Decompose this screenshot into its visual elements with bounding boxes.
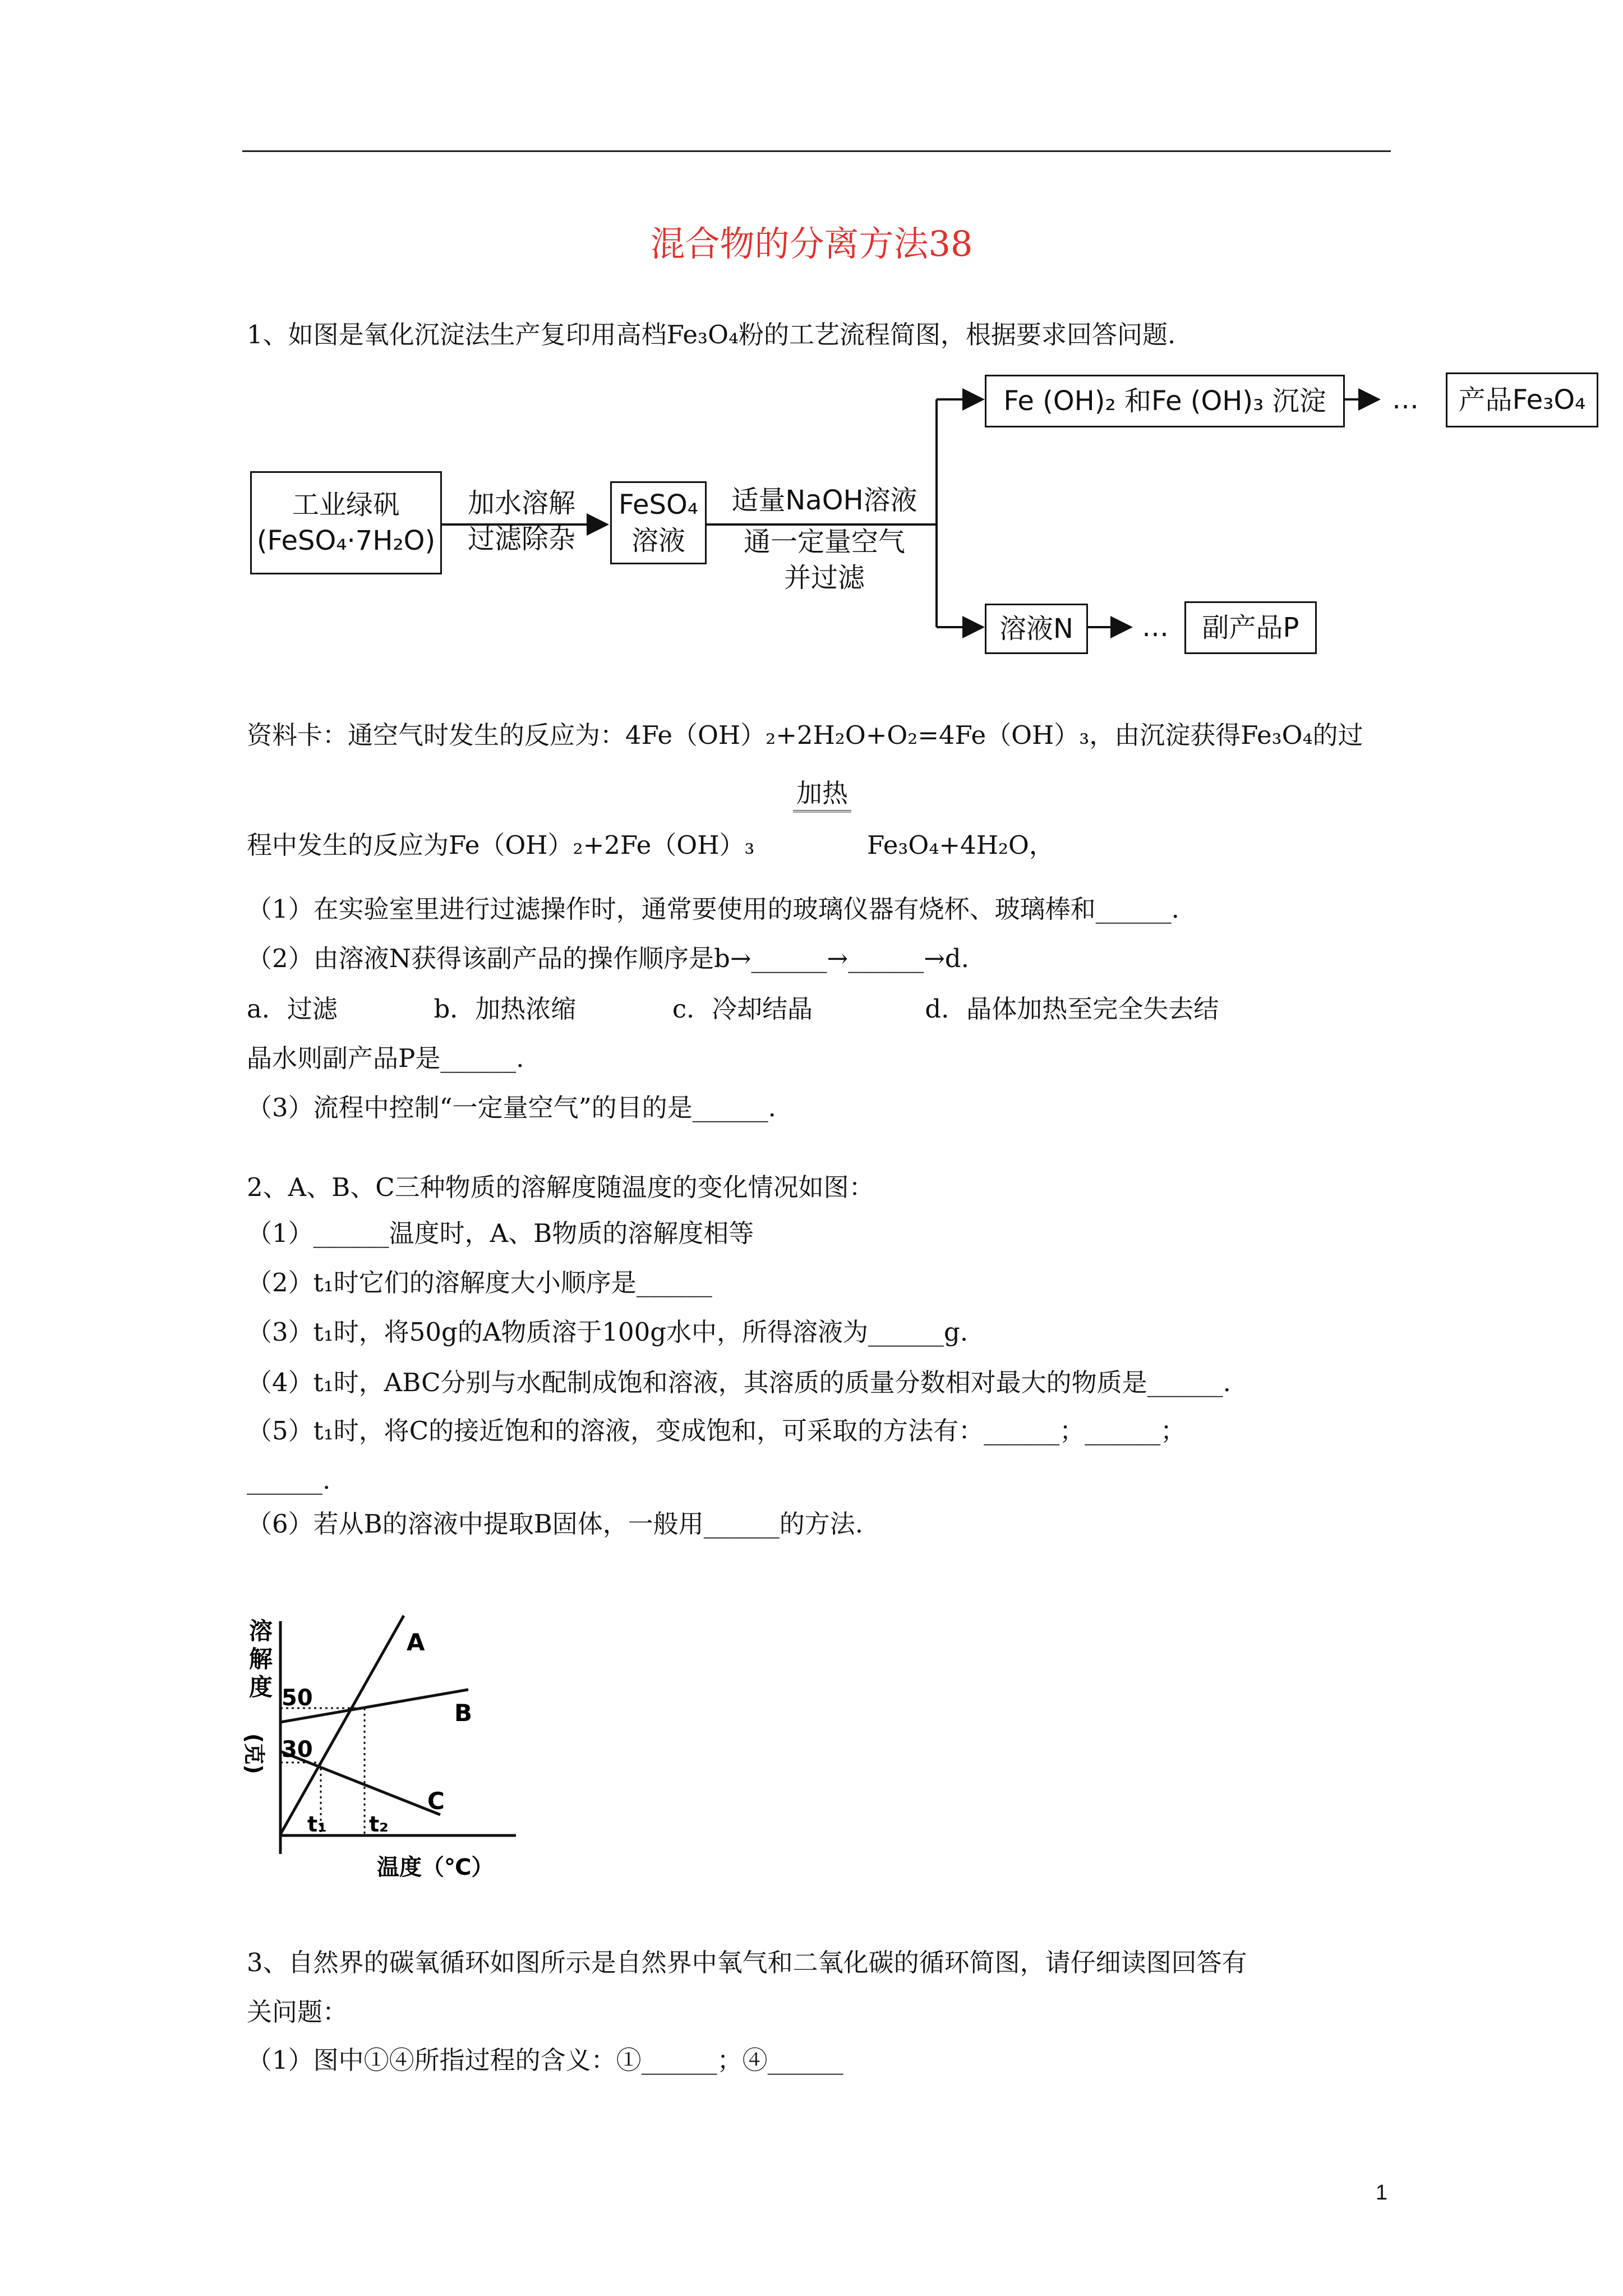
solubility-graph — [242, 1616, 538, 1885]
q2-sub3: （3）t₁时，将50g的A物质溶于100g水中，所得溶液为______g. — [247, 1317, 969, 1347]
label-A: A — [407, 1628, 425, 1656]
tick-t2: t₂ — [369, 1812, 389, 1837]
step2-label — [718, 482, 931, 596]
q2-sub2: （2）t₁时它们的溶解度大小顺序是______ — [247, 1268, 712, 1297]
precipitate-box: Fe (OH)₂ 和Fe (OH)₃ 沉淀 — [985, 375, 1345, 427]
step1-line1: 加水溶解 — [467, 487, 575, 519]
raw-line2: (FeSO₄·7H₂O) — [256, 525, 436, 556]
q1-info-line2b: Fe₃O₄+4H₂O， — [867, 830, 1054, 860]
q1-stem: 1、如图是氧化沉淀法生产复印用高档Fe₃O₄粉的工艺流程简图，根据要求回答问题. — [247, 320, 1176, 349]
q3-sub1: （1）图中①④所指过程的含义：①______；④______ — [247, 2045, 843, 2075]
raw-material-box — [250, 471, 442, 574]
bottom-dots: … — [1142, 611, 1169, 643]
q2-sub1: （1）______温度时，A、B物质的溶解度相等 — [247, 1218, 754, 1248]
solution-n-box: 溶液N — [985, 604, 1088, 654]
q1-options: a．过滤 b．加热浓缩 c．冷却结晶 d．晶体加热至完全失去结 — [247, 994, 1219, 1024]
ylabel-4: (克) — [242, 1733, 266, 1774]
label-C: C — [427, 1787, 445, 1815]
x-axis-label: 温度（℃） — [377, 1855, 494, 1880]
q1-options-cont: 晶水则副产品P是______. — [247, 1043, 524, 1073]
page-title: 混合物的分离方法38 — [650, 223, 973, 264]
ylabel-2: 解 — [249, 1645, 273, 1673]
q2-sub5-cont: ______. — [247, 1465, 331, 1495]
q3-stem-line2: 关问题： — [247, 1997, 348, 2027]
q2-sub6: （6）若从B的溶液中提取B固体，一般用______的方法. — [247, 1509, 864, 1539]
top-dots: … — [1392, 384, 1419, 415]
tick-t1: t₁ — [307, 1812, 327, 1837]
tick-30: 30 — [282, 1737, 313, 1763]
page-number: 1 — [1375, 2181, 1387, 2205]
ylabel-1: 溶 — [249, 1617, 273, 1645]
step2-line3: 并过滤 — [783, 562, 865, 593]
q1-sub2: （2）由溶液N获得该副产品的操作顺序是b→______→______→d. — [247, 944, 970, 973]
heat-condition: 加热 — [793, 773, 851, 812]
step2-line1: 适量NaOH溶液 — [731, 485, 917, 516]
step2-line2: 通一定量空气 — [743, 526, 905, 558]
label-B: B — [454, 1699, 473, 1727]
mid-line1: FeSO₄ — [618, 489, 698, 521]
q2-sub4: （4）t₁时，ABC分别与水配制成饱和溶液，其溶质的质量分数相对最大的物质是______. — [247, 1368, 1231, 1397]
product-box: 产品Fe₃O₄ — [1446, 372, 1598, 427]
step1-label — [449, 485, 594, 557]
q1-info-line1: 资料卡：通空气时发生的反应为：4Fe（OH）₂+2H₂O+O₂=4Fe（OH）₃，由沉淀获得Fe₃O₄的过 — [247, 720, 1363, 750]
feso4-solution-box — [610, 481, 707, 564]
q2-sub5: （5）t₁时，将C的接近饱和的溶液，变成饱和，可采取的方法有：______；______； — [247, 1416, 1186, 1446]
q1-sub1: （1）在实验室里进行过滤操作时，通常要使用的玻璃仪器有烧杯、玻璃棒和______. — [247, 894, 1179, 924]
tick-50: 50 — [282, 1685, 313, 1711]
q1-info-line2a: 程中发生的反应为Fe（OH）₂+2Fe（OH）₃ — [247, 830, 755, 860]
q2-stem: 2、A、B、C三种物质的溶解度随温度的变化情况如图： — [247, 1172, 874, 1202]
ylabel-3: 度 — [249, 1673, 273, 1701]
raw-line1: 工业绿矾 — [292, 489, 400, 521]
q3-stem-line1: 3、自然界的碳氧循环如图所示是自然界中氧气和二氧化碳的循环简图，请仔细读图回答有 — [247, 1948, 1247, 1977]
mid-line2: 溶液 — [631, 525, 685, 556]
q1-sub3: （3）流程中控制“一定量空气”的目的是______. — [247, 1093, 776, 1122]
byproduct-box: 副产品P — [1184, 601, 1317, 654]
line-A — [280, 1616, 404, 1834]
step1-line2: 过滤除杂 — [467, 523, 575, 555]
